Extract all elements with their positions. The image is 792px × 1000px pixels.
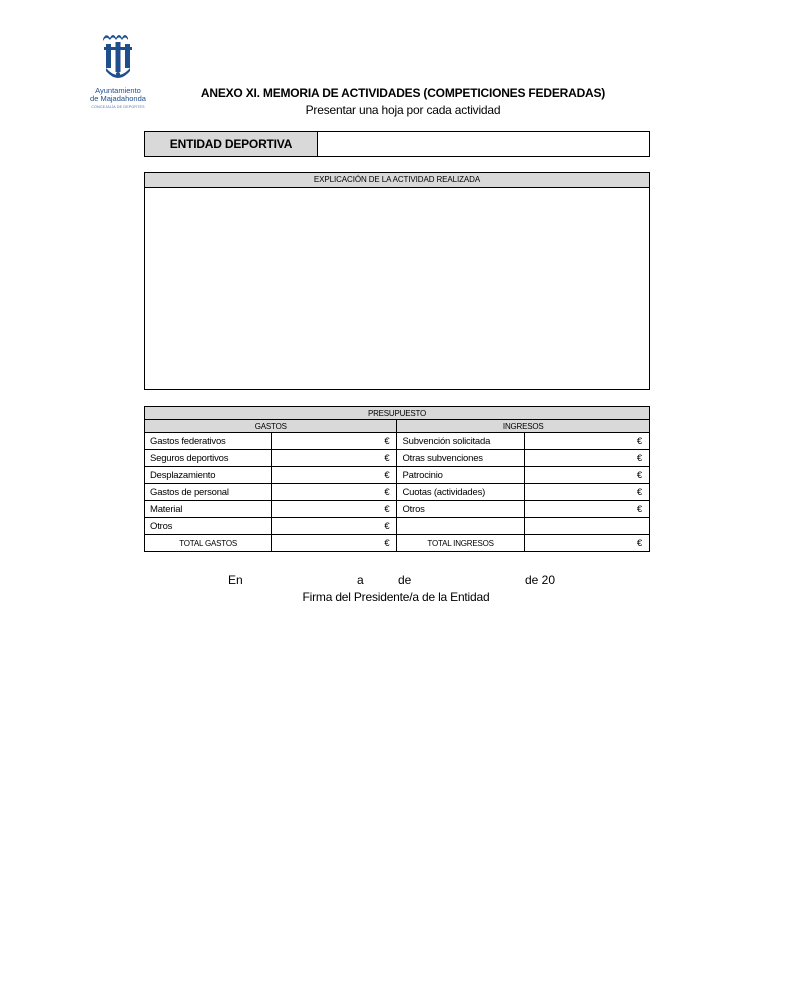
gasto-amount-field[interactable]: € <box>272 433 397 450</box>
total-gastos-field[interactable]: € <box>272 535 397 552</box>
firma-a-label: a <box>357 573 364 587</box>
total-ingresos-field[interactable]: € <box>524 535 649 552</box>
ingreso-amount-field[interactable]: € <box>524 501 649 518</box>
document-subtitle: Presentar una hoja por cada actividad <box>305 103 501 117</box>
entidad-deportiva-field[interactable] <box>318 132 649 156</box>
firma-en-label: En <box>228 573 243 587</box>
table-row <box>145 518 650 535</box>
explicacion-field[interactable] <box>145 188 649 388</box>
logo-text-ayuntamiento: Ayuntamiento <box>95 86 141 95</box>
total-gastos-label: TOTAL GASTOS <box>145 535 272 552</box>
gasto-label: Seguros deportivos <box>145 450 272 467</box>
firma-presidente-label: Firma del Presidente/a de la Entidad <box>302 590 490 604</box>
ingreso-label: Cuotas (actividades) <box>397 484 524 501</box>
firma-de-label: de <box>398 573 412 587</box>
ingreso-amount-field-empty[interactable] <box>524 518 649 535</box>
presupuesto-header: PRESUPUESTO <box>145 407 650 420</box>
ayuntamiento-logo <box>84 30 152 112</box>
ingreso-label: Patrocinio <box>397 467 524 484</box>
table-row <box>145 501 650 518</box>
ingreso-label: Otras subvenciones <box>397 450 524 467</box>
ingreso-amount-field[interactable]: € <box>524 467 649 484</box>
ingresos-header: INGRESOS <box>397 420 650 433</box>
table-row <box>145 433 650 450</box>
explicacion-header: EXPLICACIÓN DE LA ACTIVIDAD REALIZADA <box>145 173 649 188</box>
gasto-amount-field[interactable]: € <box>272 484 397 501</box>
gasto-label: Gastos federativos <box>145 433 272 450</box>
gasto-label: Material <box>145 501 272 518</box>
document-title: ANEXO XI. MEMORIA DE ACTIVIDADES (COMPETICIONES FEDERADAS) <box>200 86 606 100</box>
total-ingresos-label: TOTAL INGRESOS <box>397 535 524 552</box>
gasto-label: Otros <box>145 518 272 535</box>
gastos-header: GASTOS <box>145 420 397 433</box>
gasto-amount-field[interactable]: € <box>272 518 397 535</box>
gasto-amount-field[interactable]: € <box>272 450 397 467</box>
ingreso-label: Otros <box>397 501 524 518</box>
gasto-amount-field[interactable]: € <box>272 467 397 484</box>
firma-de20-label: de 20 <box>525 573 556 587</box>
ingreso-label: Subvención solicitada <box>397 433 524 450</box>
ingreso-label <box>397 518 524 535</box>
ingreso-amount-field[interactable]: € <box>524 433 649 450</box>
table-row <box>145 450 650 467</box>
entidad-deportiva-label: ENTIDAD DEPORTIVA <box>145 132 318 156</box>
table-row <box>145 467 650 484</box>
total-row <box>145 535 650 552</box>
presupuesto-table <box>144 406 650 552</box>
table-row <box>145 484 650 501</box>
gasto-amount-field[interactable]: € <box>272 501 397 518</box>
logo-text-concejalia: CONCEJALÍA DE DEPORTES <box>91 105 145 109</box>
ingreso-amount-field[interactable]: € <box>524 450 649 467</box>
logo-text-majadahonda: de Majadahonda <box>90 94 146 103</box>
gasto-label: Gastos de personal <box>145 484 272 501</box>
gasto-label: Desplazamiento <box>145 467 272 484</box>
explicacion-box <box>144 172 650 390</box>
entidad-deportiva-row <box>144 131 650 157</box>
ingreso-amount-field[interactable]: € <box>524 484 649 501</box>
majadahonda-emblem-icon <box>100 30 136 82</box>
